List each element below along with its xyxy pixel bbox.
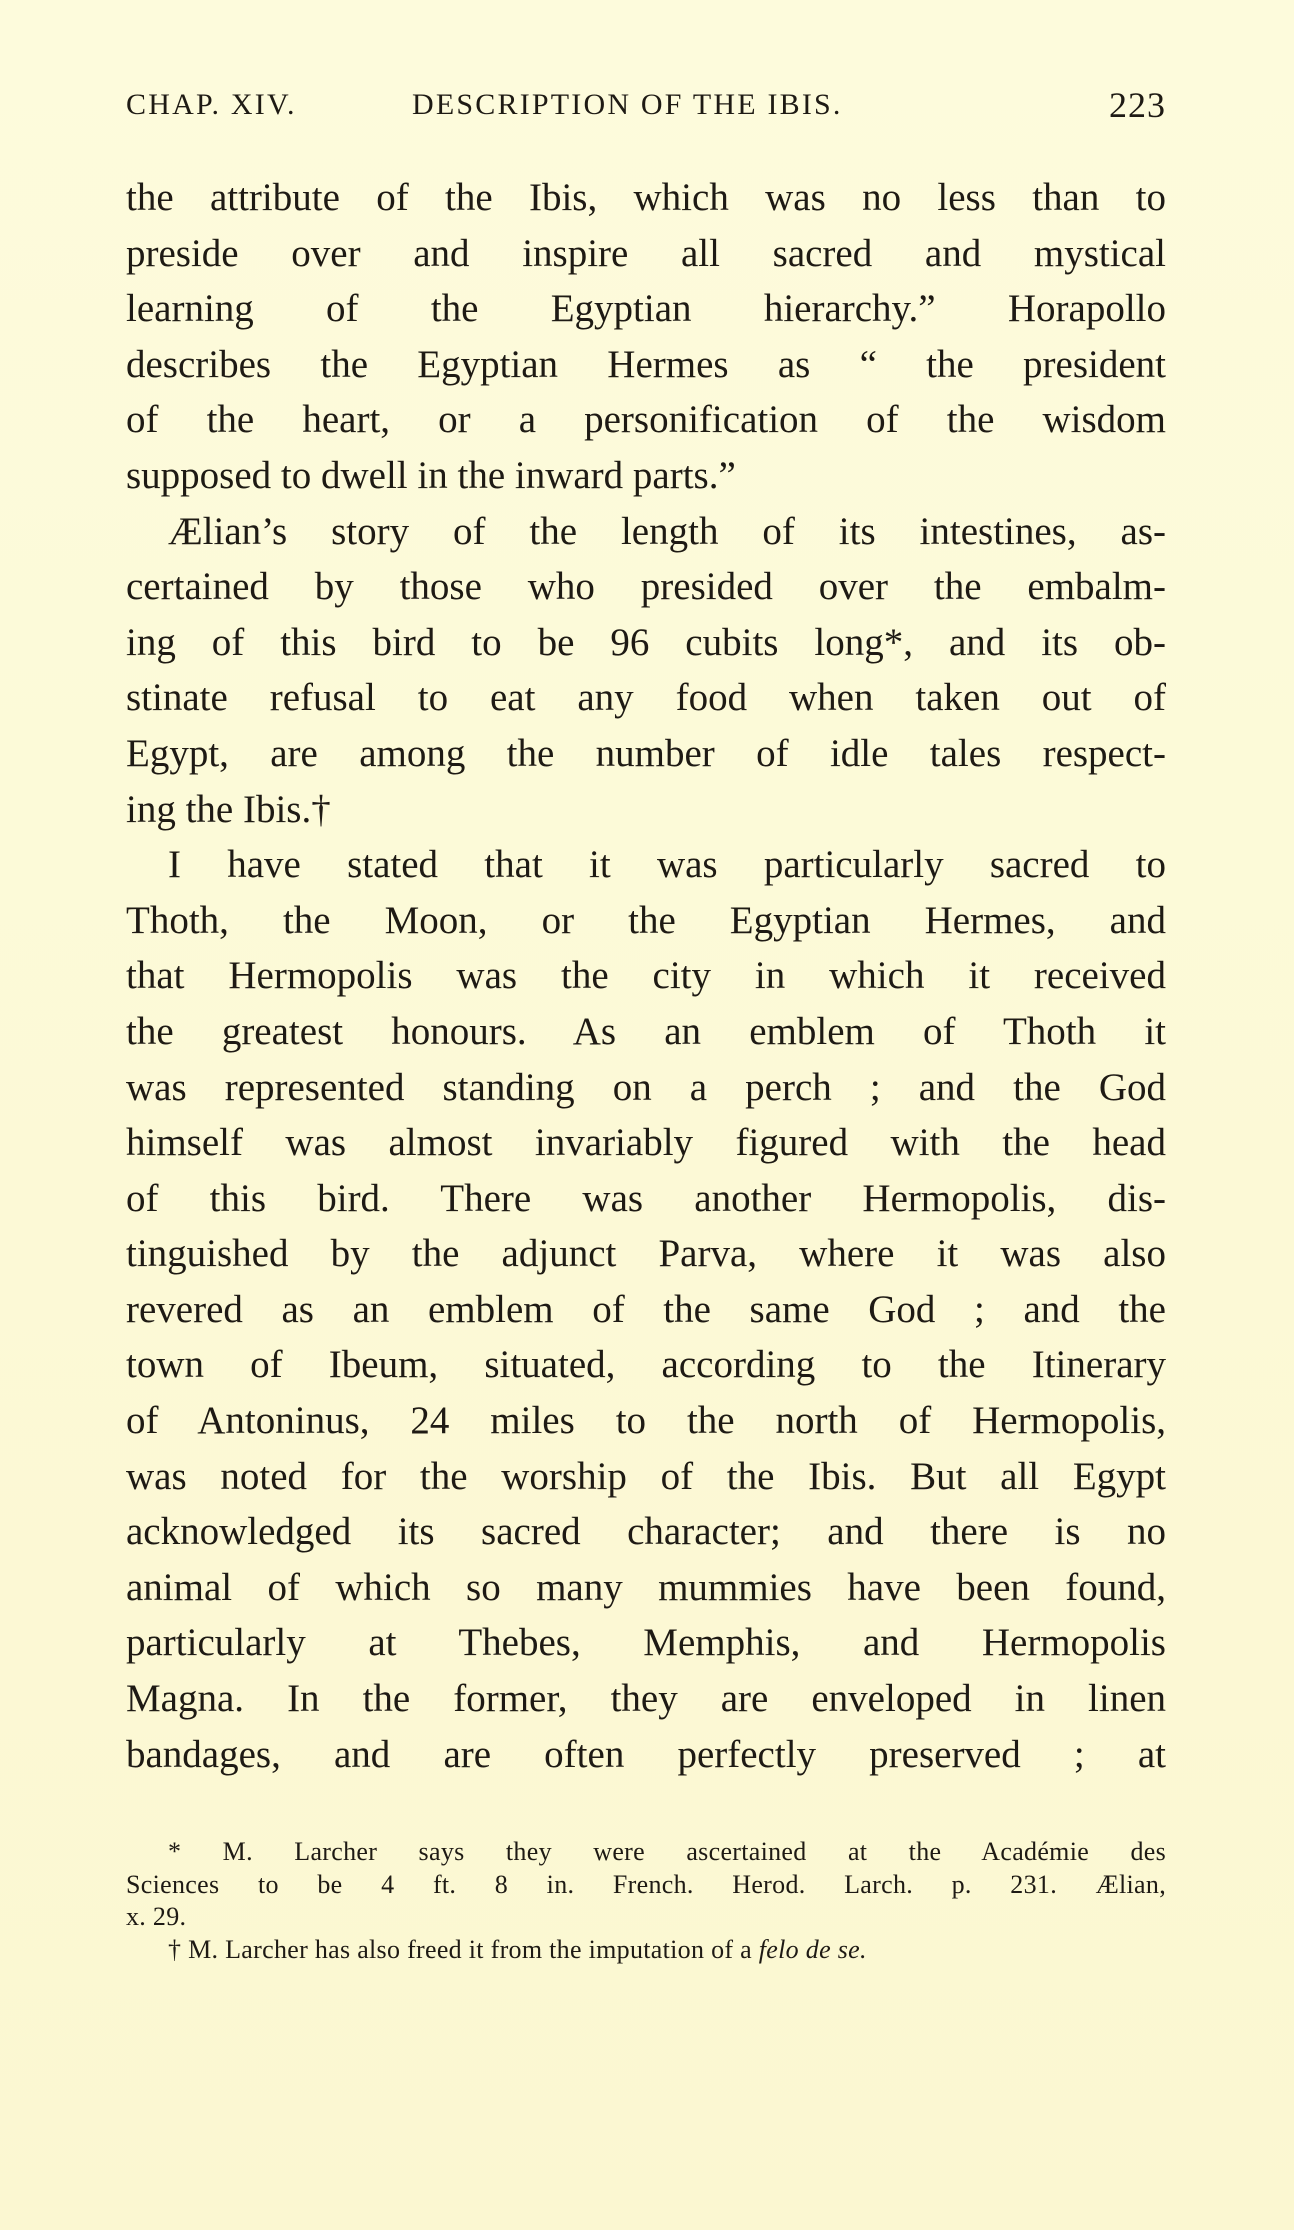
text-line: ing the Ibis.†	[126, 787, 331, 831]
text-line: bandages, and are often perfectly preserved ; at	[126, 1732, 1166, 1776]
text-line: Egypt, are among the number of idle tales respect-	[126, 731, 1166, 775]
text-line: acknowledged its sacred character; and there is no	[126, 1510, 1166, 1554]
text-line: tinguished by the adjunct Parva, where it was also	[126, 1232, 1166, 1276]
text-line: learning of the Egyptian hierarchy.” Horapollo	[126, 287, 1166, 331]
text-line: describes the Egyptian Hermes as “ the president	[126, 342, 1166, 386]
text-line: himself was almost invariably figured with the head	[126, 1121, 1166, 1165]
body-text	[126, 170, 1166, 1782]
text-line: stinate refusal to eat any food when taken out of	[126, 676, 1166, 720]
running-head	[126, 85, 1166, 132]
page-number: 223	[1109, 85, 1166, 125]
text-line: supposed to dwell in the inward parts.”	[126, 453, 736, 497]
text-line: that Hermopolis was the city in which it received	[126, 954, 1166, 998]
text-line: was noted for the worship of the Ibis. But all Egypt	[126, 1454, 1166, 1498]
text-line: town of Ibeum, situated, according to the Itinerary	[126, 1343, 1166, 1387]
text-line: animal of which so many mummies have been found,	[126, 1565, 1166, 1609]
text-line: Thoth, the Moon, or the Egyptian Hermes, and	[126, 898, 1166, 942]
footnotes	[126, 1836, 1166, 1966]
text-line: of the heart, or a personification of the wisdom	[126, 398, 1166, 442]
footnote-line: Sciences to be 4 ft. 8 in. French. Herod. Larch. p. 231. Ælian,	[126, 1869, 1166, 1899]
text-line: certained by those who presided over the embalm-	[126, 565, 1166, 609]
text-line: revered as an emblem of the same God ; and the	[126, 1287, 1166, 1331]
footnote-italic-phrase: felo de se.	[758, 1934, 867, 1964]
chapter-label: CHAP. XIV.	[126, 88, 297, 121]
footnote-line: * M. Larcher says they were ascertained at the Académie des	[168, 1837, 1166, 1866]
text-line: ing of this bird to be 96 cubits long*, and its ob-	[126, 620, 1166, 664]
text-line: I have stated that it was particularly sacred to	[168, 843, 1166, 887]
text-line: Ælian’s story of the length of its intestines, as-	[168, 509, 1166, 553]
text-line: particularly at Thebes, Memphis, and Hermopolis	[126, 1621, 1166, 1665]
text-line: Magna. In the former, they are enveloped in linen	[126, 1677, 1166, 1721]
running-title: DESCRIPTION OF THE IBIS.	[412, 88, 843, 121]
text-line: was represented standing on a perch ; and the God	[126, 1065, 1166, 1109]
text-line: of this bird. There was another Hermopolis, dis-	[126, 1176, 1166, 1220]
footnote-text: † M. Larcher has also freed it from the imputation of a	[168, 1934, 759, 1964]
text-line: of Antoninus, 24 miles to the north of Hermopolis,	[126, 1399, 1166, 1443]
text-line: the greatest honours. As an emblem of Thoth it	[126, 1009, 1166, 1053]
text-line: the attribute of the Ibis, which was no less than to	[126, 176, 1166, 219]
text-line: preside over and inspire all sacred and mystical	[126, 231, 1166, 275]
footnote-line	[126, 1934, 1166, 1967]
footnote-line: x. 29.	[126, 1902, 187, 1931]
